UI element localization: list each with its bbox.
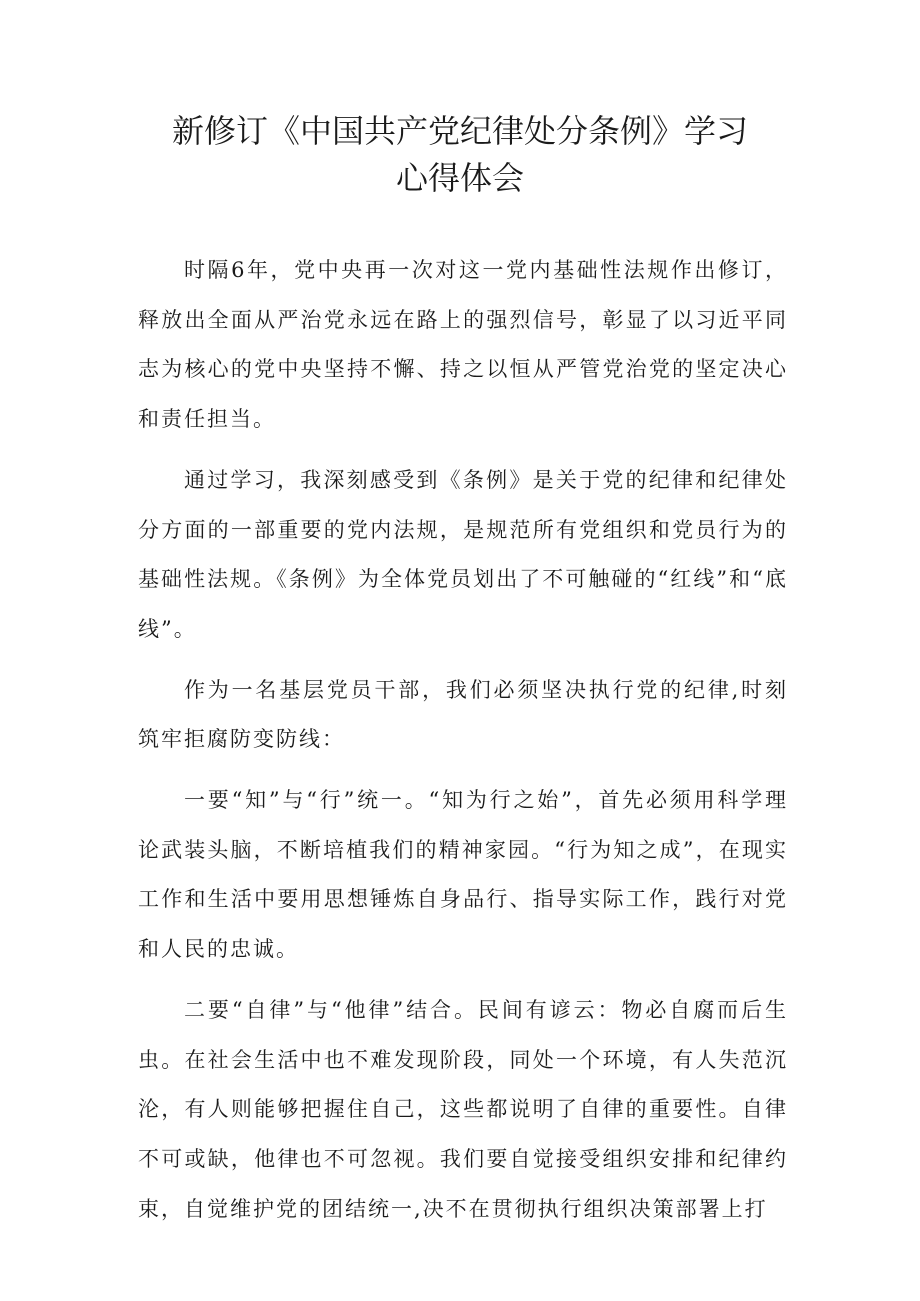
paragraph-self-discipline: 二要“自律”与“他律”结合。民间有谚云：物必自腐而后生虫。在社会生活中也不难发现阶段，同处一个环境，有人失范沉沦，有人则能够把握住自己，这些都说明了自律的重要性。自律不可或缺，他律也不可忽视。我们要自觉接受组织安排和纪律约束，自觉维护党的团结统一,决不在贯彻执行组织决策部署上打 [138,997,788,1221]
paragraph-intro: 时隔6年，党中央再一次对这一党内基础性法规作出修订，释放出全面从严治党永远在路上的强烈信号，彰显了以习近平同志为核心的党中央坚持不懈、持之以恒从严管党治党的坚定决心和责任担当。 [138,258,788,432]
paragraph-knowledge-action: 一要“知”与“行”统一。“知为行之始”，首先必须用科学理论武装头脑，不断培植我们的精神家园。“行为知之成”，在现实工作和生活中要用思想锤炼自身品行、指导实际工作，践行对党和人民的忠诚。 [138,788,788,962]
document-title-line-2: 心得体会 [395,159,524,197]
paragraph-regulation: 通过学习，我深刻感受到《条例》是关于党的纪律和纪律处分方面的一部重要的党内法规，是规范所有党组织和党员行为的基础性法规。《条例》为全体党员划出了不可触碰的“红线”和“底线”。 [138,467,788,641]
paragraph-cadre-duty: 作为一名基层党员干部，我们必须坚决执行党的纪律,时刻筑牢拒腐防变防线： [138,677,788,752]
document-body [138,246,788,1245]
document-title-line-1: 新修订《中国共产党纪律处分条例》学习 [171,112,748,150]
